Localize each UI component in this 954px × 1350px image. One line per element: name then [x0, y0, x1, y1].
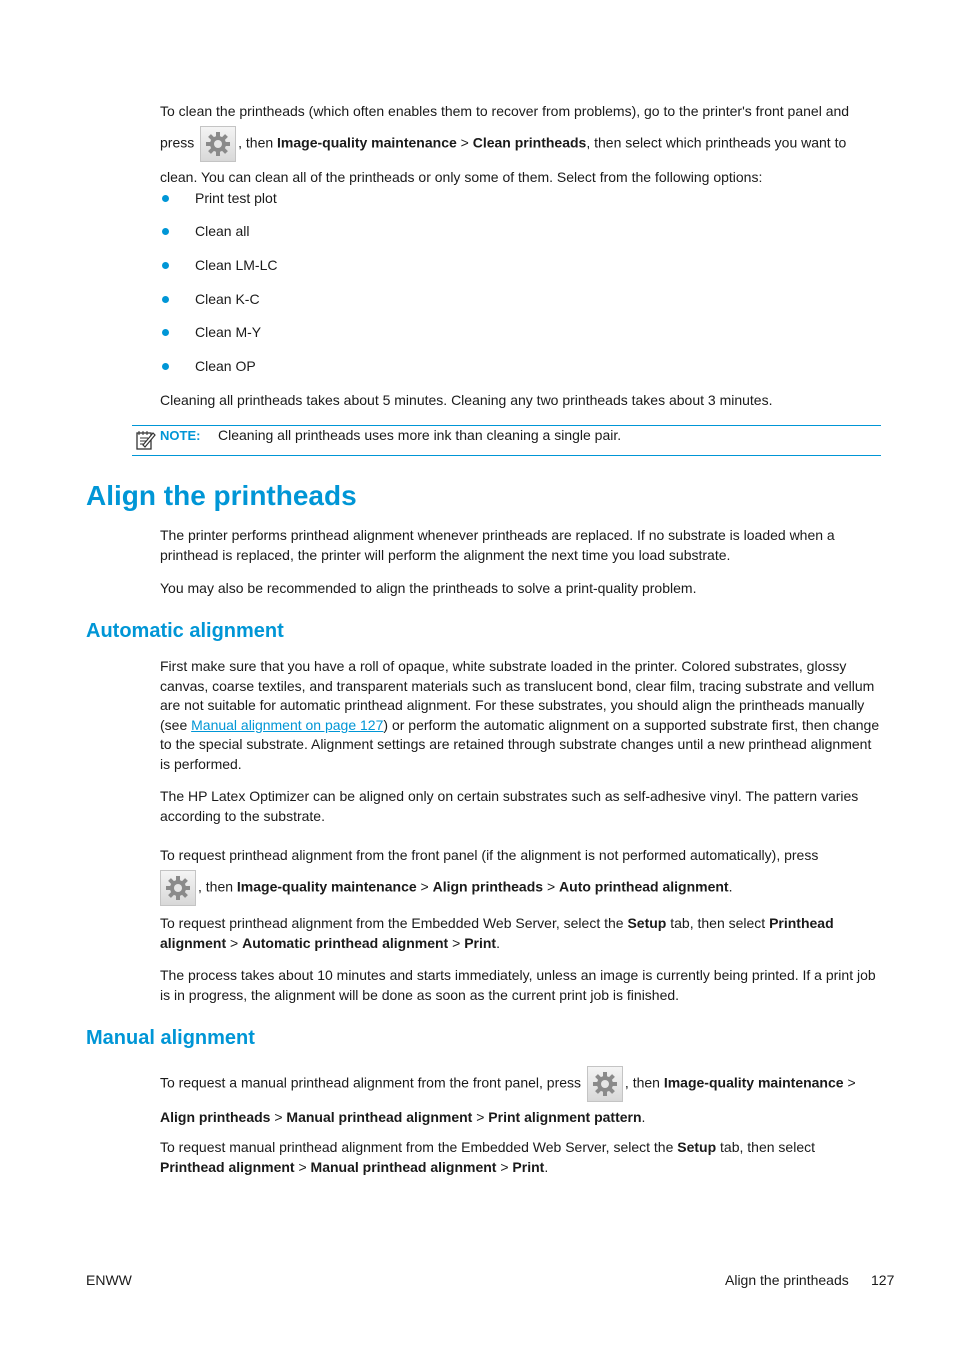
subsection-title-automatic: Automatic alignment — [86, 620, 284, 642]
align-paragraph-1: The printer performs printhead alignment whenever printheads are replaced. If no substrate is loaded when a printhead is replaced, the printer will perform the alignment the next time you load substrate. — [160, 527, 835, 563]
manual-paragraph-2: To request manual printhead alignment from the Embedded Web Server, select the Setup tab, then select Printhead alignment > Manual printhead alignment > Print. — [160, 1139, 815, 1175]
note-text: Cleaning all printheads uses more ink than cleaning a single pair. — [218, 427, 622, 443]
bullet-icon — [162, 329, 169, 336]
footer-left: ENWW — [86, 1272, 132, 1288]
align-paragraph-2: You may also be recommended to align the printheads to solve a print-quality problem. — [160, 580, 697, 596]
timing-paragraph: Cleaning all printheads takes about 5 minutes. Cleaning any two printheads takes about 3 minutes. — [160, 392, 773, 408]
auto-paragraph-2: The HP Latex Optimizer can be aligned only on certain substrates such as self-adhesive vinyl. The pattern varies according to the substrate. — [160, 788, 859, 824]
auto-paragraph-4: To request printhead alignment from the Embedded Web Server, select the Setup tab, then select Printhead alignment > Automatic printhead alignment > Print. — [160, 915, 834, 951]
page-number: 127 — [871, 1272, 895, 1288]
intro-paragraph: To clean the printheads (which often enables them to recover from problems), go to the printer's front panel and press , then Image-quality maintenance > Clean printheads, then select which printheads you want to clean. You can clean all of the printheads or only some of them. Select from the following options: — [160, 103, 850, 185]
intro-text: To clean the printheads (which often enables them to recover from problems), go to the printer's front panel and press — [160, 103, 850, 151]
section-title: Align the printheads — [86, 480, 357, 511]
manual-paragraph-1: To request a manual printhead alignment from the front panel, press , then Image-quality maintenance > Align printheads > Manual printhead alignment > Print alignment pattern. — [160, 1066, 882, 1132]
note-icon — [135, 429, 157, 456]
bullet-icon — [162, 228, 169, 235]
auto-paragraph-3: To request printhead alignment from the front panel (if the alignment is not performed automatically), press , then Image-quality maintenance > Align printheads > Auto printhead alignment. — [160, 840, 882, 906]
gear-icon — [200, 126, 236, 162]
bullet-icon — [162, 195, 169, 202]
manual-alignment-link[interactable]: Manual alignment on page 127 — [191, 716, 384, 733]
footer-section-title: Align the printheads — [725, 1272, 849, 1288]
auto-paragraph-1: First make sure that you have a roll of opaque, white substrate loaded in the printer. Colored substrates, glossy canvas, coarse textiles, and transparent materials such as translucent bond, clear film, tracing substrate and vellum are not suitable for automatic printhead alignment. For these substrates, you should align the printheads manually (see Manual alignment on page 127) or perform the automatic alignment on a supported substrate first, then change to the special substrate. Alignment settings are retained through substrate changes until a new printhead alignment is performed. — [160, 658, 880, 772]
note-label: NOTE: — [160, 428, 201, 443]
note-box — [132, 425, 881, 456]
gear-icon — [587, 1066, 623, 1102]
subsection-title-manual: Manual alignment — [86, 1027, 255, 1049]
gear-icon — [160, 870, 196, 906]
bullet-icon — [162, 262, 169, 269]
bullet-icon — [162, 363, 169, 370]
bullet-icon — [162, 296, 169, 303]
auto-paragraph-5: The process takes about 10 minutes and starts immediately, unless an image is currently being printed. If a print job is in progress, the alignment will be done as soon as the current print job is finished. — [160, 967, 876, 1003]
